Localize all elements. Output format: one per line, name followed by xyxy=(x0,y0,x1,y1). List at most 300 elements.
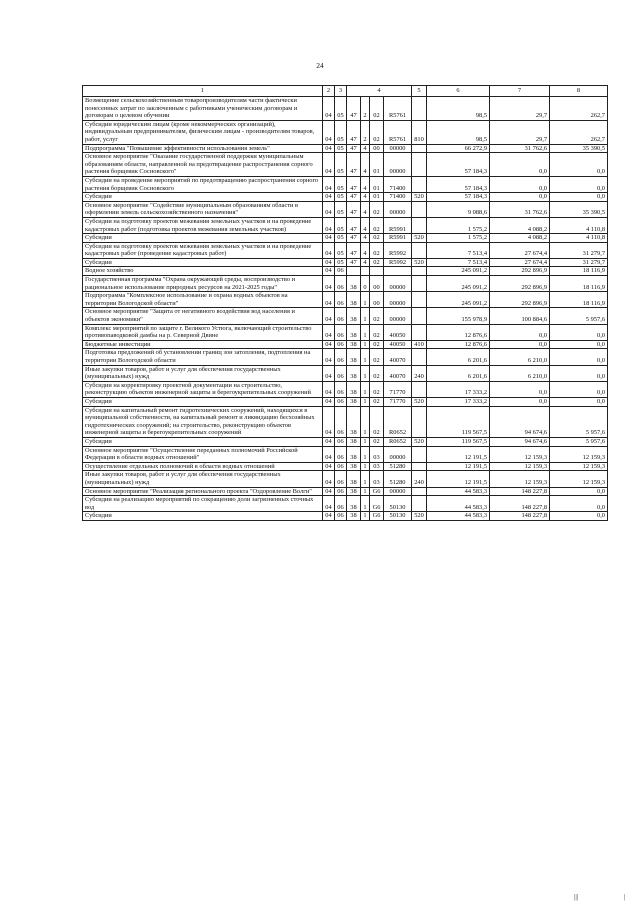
row-section: 04 xyxy=(323,242,335,258)
row-target-code-program: 47 xyxy=(347,234,361,243)
table-row xyxy=(83,153,608,177)
row-target-code-subprogram: 2 xyxy=(361,120,370,144)
row-target-code-measure: G6 xyxy=(370,487,384,496)
table-row xyxy=(83,234,608,243)
row-expense-type: 520 xyxy=(412,234,427,243)
row-target-code-subprogram: 1 xyxy=(361,512,370,521)
row-amount-col-8: 31 279,7 xyxy=(550,242,608,258)
row-target-code-measure: 03 xyxy=(370,446,384,462)
row-section: 04 xyxy=(323,340,335,349)
row-amount-col-6: 9 088,6 xyxy=(427,201,490,217)
row-target-code-measure: 03 xyxy=(370,462,384,471)
row-description: Субсидии xyxy=(83,193,323,202)
row-target-code-measure: 01 xyxy=(370,176,384,192)
row-amount-col-6: 98,5 xyxy=(427,97,490,121)
row-target-code-subprogram: 1 xyxy=(361,446,370,462)
row-amount-col-6: 245 091,2 xyxy=(427,276,490,292)
row-target-code-subprogram: 4 xyxy=(361,176,370,192)
header-col-8: 8 xyxy=(550,86,608,97)
row-amount-col-8: 18 116,9 xyxy=(550,276,608,292)
row-amount-col-6: 12 191,5 xyxy=(427,462,490,471)
row-target-code-direction: 40050 xyxy=(384,340,412,349)
row-subsection: 05 xyxy=(335,176,347,192)
row-target-code-subprogram: 4 xyxy=(361,144,370,153)
row-amount-col-8: 18 116,9 xyxy=(550,292,608,308)
row-section: 04 xyxy=(323,381,335,397)
row-target-code-measure: 02 xyxy=(370,365,384,381)
row-target-code-program: 47 xyxy=(347,176,361,192)
row-description: Основное мероприятие "Защита от негативного воздействия вод населения и объектов экономики" xyxy=(83,308,323,324)
row-target-code-program: 47 xyxy=(347,217,361,233)
row-target-code-program: 38 xyxy=(347,406,361,437)
header-col-6: 6 xyxy=(427,86,490,97)
row-target-code-subprogram: 4 xyxy=(361,258,370,267)
row-target-code-subprogram: 4 xyxy=(361,217,370,233)
row-target-code-program: 47 xyxy=(347,97,361,121)
row-target-code-program: 47 xyxy=(347,120,361,144)
row-expense-type: 240 xyxy=(412,365,427,381)
scan-mark: ||| xyxy=(574,893,579,901)
row-amount-col-6: 44 583,3 xyxy=(427,512,490,521)
header-col-1: 1 xyxy=(83,86,323,97)
budget-sheet xyxy=(82,85,608,521)
row-description: Субсидии xyxy=(83,234,323,243)
row-amount-col-8: 0,0 xyxy=(550,381,608,397)
row-target-code-subprogram: 4 xyxy=(361,153,370,177)
row-amount-col-8: 35 390,5 xyxy=(550,144,608,153)
row-amount-col-6: 57 184,3 xyxy=(427,153,490,177)
row-description: Основное мероприятие "Реализация регионального проекта "Оздоровление Волги" xyxy=(83,487,323,496)
row-target-code-measure xyxy=(370,267,384,276)
row-target-code-direction: R5992 xyxy=(384,258,412,267)
row-amount-col-6: 245 091,2 xyxy=(427,292,490,308)
row-target-code-measure: 02 xyxy=(370,201,384,217)
row-amount-col-7: 0,0 xyxy=(490,153,550,177)
row-amount-col-7: 292 896,9 xyxy=(490,276,550,292)
row-amount-col-8: 5 957,6 xyxy=(550,437,608,446)
row-section: 04 xyxy=(323,120,335,144)
row-amount-col-8: 5 957,6 xyxy=(550,406,608,437)
row-amount-col-6: 7 513,4 xyxy=(427,242,490,258)
row-amount-col-7: 94 674,6 xyxy=(490,437,550,446)
row-expense-type xyxy=(412,496,427,512)
row-description: Иные закупки товаров, работ и услуг для обеспечения государственных (муниципальных) нужд xyxy=(83,365,323,381)
row-subsection: 06 xyxy=(335,471,347,487)
row-target-code-subprogram: 4 xyxy=(361,242,370,258)
table-row xyxy=(83,217,608,233)
row-target-code-direction: 50130 xyxy=(384,512,412,521)
row-description: Подготовка предложений об установлении границ зон затопления, подтопления на территории Вологодской области xyxy=(83,349,323,365)
row-expense-type xyxy=(412,144,427,153)
table-row xyxy=(83,462,608,471)
row-description: Субсидии на реализацию мероприятий по сокращению доли загрязненных сточных вод xyxy=(83,496,323,512)
row-description: Субсидии xyxy=(83,397,323,406)
row-amount-col-6: 245 091,2 xyxy=(427,267,490,276)
row-target-code-direction: 40070 xyxy=(384,365,412,381)
row-section: 04 xyxy=(323,406,335,437)
row-amount-col-6: 66 272,9 xyxy=(427,144,490,153)
row-section: 04 xyxy=(323,487,335,496)
row-target-code-subprogram: 1 xyxy=(361,381,370,397)
row-description: Возмещение сельскохозяйственным товаропроизводителям части фактически понесенных затрат по заключенным с работниками ученическим договорам и договорам о целевом обучении xyxy=(83,97,323,121)
row-amount-col-8: 0,0 xyxy=(550,176,608,192)
row-target-code-subprogram: 4 xyxy=(361,193,370,202)
row-description: Бюджетные инвестиции xyxy=(83,340,323,349)
row-subsection: 06 xyxy=(335,437,347,446)
row-target-code-program: 38 xyxy=(347,446,361,462)
row-target-code-measure: 02 xyxy=(370,381,384,397)
row-description: Основное мероприятие "Осуществление переданных полномочий Российской Федерации в области водных отношений" xyxy=(83,446,323,462)
table-row xyxy=(83,406,608,437)
row-subsection: 05 xyxy=(335,217,347,233)
row-expense-type: 520 xyxy=(412,437,427,446)
row-subsection: 05 xyxy=(335,144,347,153)
row-target-code-direction: 00000 xyxy=(384,201,412,217)
row-amount-col-7: 6 210,0 xyxy=(490,349,550,365)
row-expense-type xyxy=(412,242,427,258)
row-target-code-direction: 51280 xyxy=(384,471,412,487)
row-subsection: 06 xyxy=(335,267,347,276)
header-col-4: 4 xyxy=(347,86,412,97)
row-description: Осуществление отдельных полномочий в области водных отношений xyxy=(83,462,323,471)
table-row xyxy=(83,446,608,462)
row-description: Субсидии юридическим лицам (кроме некоммерческих организаций), индивидуальным предпринимателям, физическим лицам - производителям товаров, работ, услуг xyxy=(83,120,323,144)
row-target-code-direction: 71770 xyxy=(384,397,412,406)
row-amount-col-7: 29,7 xyxy=(490,120,550,144)
row-subsection: 05 xyxy=(335,258,347,267)
row-amount-col-8: 0,0 xyxy=(550,193,608,202)
table-row xyxy=(83,487,608,496)
table-row xyxy=(83,308,608,324)
row-target-code-subprogram xyxy=(361,267,370,276)
row-target-code-measure: 02 xyxy=(370,242,384,258)
row-target-code-program: 47 xyxy=(347,201,361,217)
row-subsection: 06 xyxy=(335,276,347,292)
row-amount-col-7: 12 159,3 xyxy=(490,446,550,462)
row-target-code-measure: 02 xyxy=(370,437,384,446)
row-description: Субсидии на капитальный ремонт гидротехнических сооружений, находящихся в муниципальной собственности, на капитальный ремонт и ликвидацию бесхозяйных гидротехнических сооружений; на строительство, реконструкцию объектов инженерной защиты и берегоукрепительных сооружений xyxy=(83,406,323,437)
row-amount-col-8: 4 110,8 xyxy=(550,217,608,233)
row-target-code-subprogram: 1 xyxy=(361,462,370,471)
row-amount-col-7: 31 762,6 xyxy=(490,201,550,217)
row-section: 04 xyxy=(323,349,335,365)
row-amount-col-8: 0,0 xyxy=(550,349,608,365)
row-target-code-subprogram: 1 xyxy=(361,365,370,381)
table-row xyxy=(83,120,608,144)
row-target-code-measure: 00 xyxy=(370,276,384,292)
row-subsection: 06 xyxy=(335,324,347,340)
table-row xyxy=(83,381,608,397)
row-amount-col-6: 44 583,3 xyxy=(427,487,490,496)
row-target-code-measure: 02 xyxy=(370,324,384,340)
row-amount-col-6: 155 978,9 xyxy=(427,308,490,324)
row-amount-col-8: 5 957,6 xyxy=(550,308,608,324)
row-subsection: 05 xyxy=(335,234,347,243)
table-row xyxy=(83,176,608,192)
row-expense-type xyxy=(412,324,427,340)
row-target-code-measure: 02 xyxy=(370,234,384,243)
row-amount-col-6: 17 333,2 xyxy=(427,397,490,406)
row-amount-col-7: 148 227,8 xyxy=(490,512,550,521)
budget-table xyxy=(82,85,608,521)
row-expense-type: 410 xyxy=(412,340,427,349)
row-target-code-program: 38 xyxy=(347,349,361,365)
row-amount-col-8: 12 159,3 xyxy=(550,471,608,487)
row-subsection: 06 xyxy=(335,340,347,349)
row-target-code-direction: 00000 xyxy=(384,153,412,177)
row-target-code-program: 38 xyxy=(347,276,361,292)
row-amount-col-8: 0,0 xyxy=(550,487,608,496)
row-target-code-measure: 02 xyxy=(370,258,384,267)
table-row xyxy=(83,97,608,121)
row-amount-col-7: 0,0 xyxy=(490,193,550,202)
table-row xyxy=(83,496,608,512)
row-section: 04 xyxy=(323,176,335,192)
row-section: 04 xyxy=(323,496,335,512)
row-target-code-direction: 40070 xyxy=(384,349,412,365)
row-amount-col-6: 119 567,5 xyxy=(427,406,490,437)
row-amount-col-7: 4 088,2 xyxy=(490,234,550,243)
row-amount-col-7: 0,0 xyxy=(490,324,550,340)
row-description: Водное хозяйство xyxy=(83,267,323,276)
row-description: Субсидии на проведение мероприятий по предотвращению распространения сорного растения борщевик Сосновского xyxy=(83,176,323,192)
row-target-code-program: 47 xyxy=(347,144,361,153)
row-section: 04 xyxy=(323,397,335,406)
row-amount-col-8: 0,0 xyxy=(550,397,608,406)
row-amount-col-7: 12 159,3 xyxy=(490,462,550,471)
row-target-code-program: 47 xyxy=(347,258,361,267)
row-expense-type xyxy=(412,487,427,496)
row-expense-type xyxy=(412,267,427,276)
row-target-code-subprogram: 1 xyxy=(361,437,370,446)
row-target-code-measure: 02 xyxy=(370,97,384,121)
row-subsection: 05 xyxy=(335,153,347,177)
row-subsection: 06 xyxy=(335,512,347,521)
row-amount-col-7: 100 884,6 xyxy=(490,308,550,324)
row-target-code-measure: 00 xyxy=(370,292,384,308)
row-expense-type xyxy=(412,406,427,437)
row-amount-col-7: 0,0 xyxy=(490,381,550,397)
row-target-code-measure: 01 xyxy=(370,193,384,202)
row-amount-col-7: 148 227,8 xyxy=(490,496,550,512)
table-row xyxy=(83,437,608,446)
row-subsection: 06 xyxy=(335,308,347,324)
row-subsection: 06 xyxy=(335,349,347,365)
table-row xyxy=(83,292,608,308)
row-target-code-direction: 00000 xyxy=(384,446,412,462)
row-expense-type: 520 xyxy=(412,512,427,521)
row-subsection: 06 xyxy=(335,462,347,471)
row-amount-col-8: 18 116,9 xyxy=(550,267,608,276)
row-amount-col-7: 29,7 xyxy=(490,97,550,121)
row-amount-col-8: 12 159,3 xyxy=(550,462,608,471)
row-target-code-program: 38 xyxy=(347,512,361,521)
row-amount-col-8: 262,7 xyxy=(550,97,608,121)
row-subsection: 05 xyxy=(335,242,347,258)
row-target-code-program: 38 xyxy=(347,471,361,487)
scan-mark: | xyxy=(624,893,626,901)
row-description: Субсидии на корректировку проектной документации на строительство, реконструкцию объектов инженерной защиты и берегоукрепительных сооружений xyxy=(83,381,323,397)
row-amount-col-6: 1 575,2 xyxy=(427,217,490,233)
table-row xyxy=(83,144,608,153)
row-target-code-measure: 02 xyxy=(370,397,384,406)
row-target-code-subprogram: 1 xyxy=(361,324,370,340)
row-target-code-program xyxy=(347,267,361,276)
row-target-code-program: 38 xyxy=(347,462,361,471)
row-target-code-subprogram: 2 xyxy=(361,97,370,121)
row-subsection: 05 xyxy=(335,97,347,121)
row-description: Подпрограмма "Повышение эффективности использования земель" xyxy=(83,144,323,153)
row-target-code-measure: G6 xyxy=(370,512,384,521)
row-subsection: 05 xyxy=(335,201,347,217)
row-target-code-direction: 00000 xyxy=(384,292,412,308)
row-section: 04 xyxy=(323,292,335,308)
row-expense-type xyxy=(412,276,427,292)
row-target-code-measure: G6 xyxy=(370,496,384,512)
row-target-code-program: 47 xyxy=(347,242,361,258)
row-target-code-direction: R0652 xyxy=(384,406,412,437)
row-section: 04 xyxy=(323,471,335,487)
row-target-code-direction: R0652 xyxy=(384,437,412,446)
table-row xyxy=(83,267,608,276)
row-section: 04 xyxy=(323,153,335,177)
row-target-code-subprogram: 1 xyxy=(361,406,370,437)
row-target-code-program: 38 xyxy=(347,487,361,496)
row-target-code-direction: 00000 xyxy=(384,144,412,153)
row-section: 04 xyxy=(323,201,335,217)
row-section: 04 xyxy=(323,462,335,471)
row-amount-col-6: 17 333,2 xyxy=(427,381,490,397)
row-amount-col-6: 6 201,6 xyxy=(427,365,490,381)
row-target-code-program: 38 xyxy=(347,496,361,512)
row-target-code-direction: R5991 xyxy=(384,234,412,243)
row-section: 04 xyxy=(323,144,335,153)
row-target-code-direction: R5761 xyxy=(384,120,412,144)
row-subsection: 06 xyxy=(335,365,347,381)
row-target-code-program: 38 xyxy=(347,292,361,308)
row-target-code-program: 38 xyxy=(347,437,361,446)
row-target-code-subprogram: 1 xyxy=(361,292,370,308)
row-amount-col-8: 0,0 xyxy=(550,324,608,340)
row-target-code-direction xyxy=(384,267,412,276)
row-subsection: 06 xyxy=(335,406,347,437)
row-target-code-direction: 71400 xyxy=(384,193,412,202)
table-row xyxy=(83,258,608,267)
row-section: 04 xyxy=(323,97,335,121)
row-section: 04 xyxy=(323,258,335,267)
table-row xyxy=(83,324,608,340)
row-section: 04 xyxy=(323,308,335,324)
row-description: Государственная программа "Охрана окружающей среды, воспроизводство и рациональное использование природных ресурсов на 2021-2025 годы" xyxy=(83,276,323,292)
row-target-code-measure: 02 xyxy=(370,217,384,233)
row-amount-col-7: 292 896,9 xyxy=(490,292,550,308)
row-amount-col-8: 0,0 xyxy=(550,153,608,177)
row-expense-type: 520 xyxy=(412,397,427,406)
row-target-code-subprogram: 1 xyxy=(361,340,370,349)
row-target-code-direction: R5761 xyxy=(384,97,412,121)
row-subsection: 06 xyxy=(335,496,347,512)
row-target-code-program: 38 xyxy=(347,324,361,340)
row-expense-type xyxy=(412,97,427,121)
row-target-code-measure: 02 xyxy=(370,349,384,365)
row-target-code-direction: R5991 xyxy=(384,217,412,233)
row-section: 04 xyxy=(323,276,335,292)
row-description: Основное мероприятие "Оказание государственной поддержки муниципальным образованиям области, направленной на предотвращение распространения сорного растения борщевик Сосновского" xyxy=(83,153,323,177)
row-subsection: 06 xyxy=(335,292,347,308)
row-target-code-measure: 02 xyxy=(370,340,384,349)
row-amount-col-7: 27 674,4 xyxy=(490,242,550,258)
table-row xyxy=(83,349,608,365)
table-row xyxy=(83,365,608,381)
row-description: Субсидии xyxy=(83,258,323,267)
row-description: Субсидии xyxy=(83,512,323,521)
row-subsection: 05 xyxy=(335,120,347,144)
row-description: Субсидии на подготовку проектов межевания земельных участков и на проведение кадастровых работ (подготовка проектов межевания земельных участков) xyxy=(83,217,323,233)
header-col-5: 5 xyxy=(412,86,427,97)
row-amount-col-7: 0,0 xyxy=(490,340,550,349)
row-description: Подпрограмма "Комплексное использование и охрана водных объектов на территории Вологодской области" xyxy=(83,292,323,308)
row-section: 04 xyxy=(323,267,335,276)
row-target-code-subprogram: 4 xyxy=(361,201,370,217)
row-amount-col-8: 35 390,5 xyxy=(550,201,608,217)
row-target-code-subprogram: 1 xyxy=(361,397,370,406)
page-number: 24 xyxy=(316,61,324,70)
table-row xyxy=(83,276,608,292)
row-section: 04 xyxy=(323,365,335,381)
row-target-code-direction: 71770 xyxy=(384,381,412,397)
row-amount-col-7: 31 762,6 xyxy=(490,144,550,153)
row-section: 04 xyxy=(323,446,335,462)
row-target-code-measure: 02 xyxy=(370,308,384,324)
row-target-code-direction: 00000 xyxy=(384,308,412,324)
row-expense-type: 520 xyxy=(412,193,427,202)
row-expense-type xyxy=(412,462,427,471)
row-description: Субсидии на подготовку проектов межевания земельных участков и на проведение кадастровых работ (проведение кадастровых работ) xyxy=(83,242,323,258)
row-target-code-measure: 03 xyxy=(370,471,384,487)
row-target-code-measure: 02 xyxy=(370,406,384,437)
row-subsection: 06 xyxy=(335,381,347,397)
row-section: 04 xyxy=(323,217,335,233)
row-target-code-direction: R5992 xyxy=(384,242,412,258)
row-amount-col-6: 12 191,5 xyxy=(427,446,490,462)
row-amount-col-6: 6 201,6 xyxy=(427,349,490,365)
row-amount-col-8: 12 159,3 xyxy=(550,446,608,462)
row-amount-col-7: 292 896,9 xyxy=(490,267,550,276)
row-amount-col-7: 148 227,8 xyxy=(490,487,550,496)
row-expense-type xyxy=(412,201,427,217)
row-amount-col-7: 12 159,3 xyxy=(490,471,550,487)
row-description: Иные закупки товаров, работ и услуг для обеспечения государственных (муниципальных) нужд xyxy=(83,471,323,487)
table-row xyxy=(83,471,608,487)
row-target-code-subprogram: 1 xyxy=(361,496,370,512)
row-description: Основное мероприятие "Содействие муниципальным образованиям области в оформлении земель сельскохозяйственного назначения" xyxy=(83,201,323,217)
row-target-code-program: 38 xyxy=(347,397,361,406)
table-row xyxy=(83,512,608,521)
table-row xyxy=(83,242,608,258)
row-amount-col-6: 57 184,3 xyxy=(427,176,490,192)
table-row xyxy=(83,340,608,349)
row-amount-col-8: 0,0 xyxy=(550,512,608,521)
row-target-code-program: 47 xyxy=(347,193,361,202)
row-amount-col-6: 44 583,3 xyxy=(427,496,490,512)
row-target-code-subprogram: 4 xyxy=(361,234,370,243)
header-col-2: 2 xyxy=(323,86,335,97)
row-amount-col-7: 94 674,6 xyxy=(490,406,550,437)
row-target-code-direction: 50130 xyxy=(384,496,412,512)
row-amount-col-8: 31 279,7 xyxy=(550,258,608,267)
row-section: 04 xyxy=(323,512,335,521)
row-target-code-measure: 01 xyxy=(370,153,384,177)
